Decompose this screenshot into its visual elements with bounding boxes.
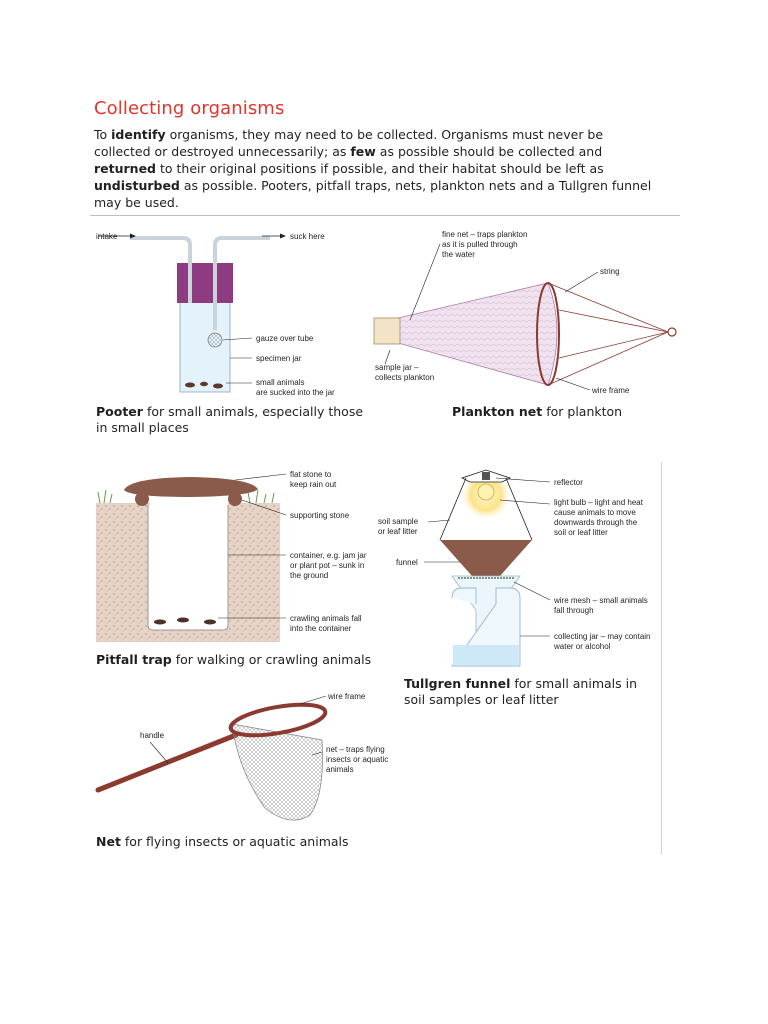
label-bulb-3: downwards through the xyxy=(554,518,638,527)
label-sample-jar-2: collects plankton xyxy=(375,373,435,382)
label-bulb-4: soil or leaf litter xyxy=(554,528,608,537)
caption-tullgren-funnel: Tullgren funnel for small animals in soil samples or leaf litter xyxy=(404,676,638,707)
flat-stone xyxy=(124,477,258,497)
net-wire-frame xyxy=(228,699,327,741)
label-intake: intake xyxy=(96,232,118,241)
label-sucked-into-jar: are sucked into the jar xyxy=(256,388,335,397)
label-soil-sample-1: soil sample xyxy=(378,517,419,526)
jar-lid xyxy=(177,263,233,303)
label-container-3: the ground xyxy=(290,571,329,580)
gauze-shape xyxy=(208,333,222,347)
label-specimen-jar: specimen jar xyxy=(256,354,302,363)
label-soil-sample-2: or leaf litter xyxy=(378,527,418,536)
label-container-1: container, e.g. jam jar xyxy=(290,551,367,560)
label-crawling-1: crawling animals fall xyxy=(290,614,362,623)
label-net-wire-frame: wire frame xyxy=(328,692,366,701)
label-net-3: animals xyxy=(326,765,354,774)
label-fine-net-3: the water xyxy=(442,250,475,259)
label-collecting-jar-1: collecting jar – may contain xyxy=(554,632,651,641)
net-mesh xyxy=(232,724,323,820)
label-fine-net-1: fine net – traps plankton xyxy=(442,230,528,239)
caption-pooter: Pooter for small animals, especially those in small places xyxy=(96,404,364,435)
pooter-diagram xyxy=(96,232,335,397)
label-supporting-stone: supporting stone xyxy=(290,511,350,520)
label-crawling-2: into the container xyxy=(290,624,352,633)
label-reflector: reflector xyxy=(554,478,583,487)
plankton-strings xyxy=(548,283,668,385)
label-small-animals: small animals xyxy=(256,378,305,387)
string-ring xyxy=(668,328,676,336)
label-net-2: insects or aquatic xyxy=(326,755,389,764)
plankton-sample-jar xyxy=(374,318,400,344)
jar-liquid xyxy=(453,645,519,665)
caption-pitfall-trap: Pitfall trap for walking or crawling animals xyxy=(96,652,372,667)
label-flat-stone-1: flat stone to xyxy=(290,470,332,479)
intro-paragraph: To identify organisms, they may need to be collected. Organisms must never be collected or destroyed unnecessarily; as few as possible should be collected and returned to their original positions if possible, and their habitat should be left as undisturbed as possible. Pooters, pitfall traps, nets, plankton nets and a Tullgren funnel may be used. xyxy=(94,127,652,210)
label-bulb-2: cause animals to move xyxy=(554,508,636,517)
label-container-2: or plant pot – sunk in xyxy=(290,561,365,570)
label-gauze: gauze over tube xyxy=(256,334,314,343)
label-suck-here: suck here xyxy=(290,232,325,241)
label-sample-jar-1: sample jar – xyxy=(375,363,419,372)
label-wire-frame-plankton: wire frame xyxy=(592,386,630,395)
caption-insect-net: Net for flying insects or aquatic animals xyxy=(96,834,349,849)
label-wire-mesh-1: wire mesh – small animals xyxy=(554,596,648,605)
label-wire-mesh-2: fall through xyxy=(554,606,594,615)
insect-net-diagram xyxy=(98,692,388,820)
light-bulb xyxy=(478,484,494,500)
caption-plankton-net: Plankton net for plankton xyxy=(452,404,623,419)
plankton-net-cone xyxy=(398,283,557,385)
label-net-1: net – traps flying xyxy=(326,745,385,754)
label-string: string xyxy=(600,267,620,276)
soil-sample xyxy=(440,540,532,576)
label-flat-stone-2: keep rain out xyxy=(290,480,337,489)
plankton-net-diagram xyxy=(374,230,676,395)
tullgren-funnel-diagram xyxy=(378,469,651,666)
pitfall-trap-diagram xyxy=(96,470,367,642)
net-handle xyxy=(98,735,236,790)
label-collecting-jar-2: water or alcohol xyxy=(554,642,611,651)
pitfall-container xyxy=(148,505,228,630)
page-title: Collecting organisms xyxy=(94,98,285,119)
specimen-jar-shape xyxy=(180,300,230,392)
label-fine-net-2: as it is pulled through xyxy=(442,240,518,249)
label-funnel: funnel xyxy=(396,558,418,567)
label-bulb-1: light bulb – light and heat xyxy=(554,498,643,507)
label-handle: handle xyxy=(140,731,165,740)
